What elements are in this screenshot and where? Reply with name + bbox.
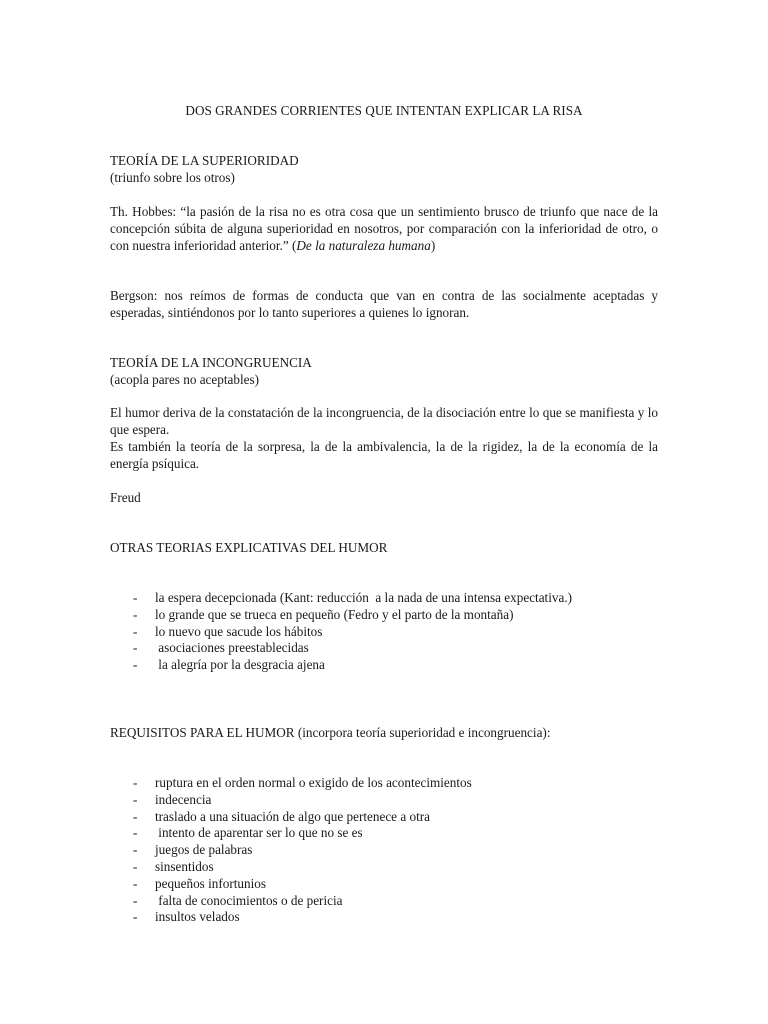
dash-bullet: - bbox=[133, 606, 138, 622]
list-item bbox=[110, 809, 658, 826]
list-item bbox=[110, 775, 658, 792]
list-item-text: lo nuevo que sacude los hábitos bbox=[155, 623, 323, 639]
list-item-text: lo grande que se trueca en pequeño (Fedro y el parto de la montaña) bbox=[155, 606, 514, 622]
hobbes-source: De la naturaleza humana bbox=[296, 237, 431, 253]
list-item-text: insultos velados bbox=[155, 909, 240, 925]
dash-bullet: - bbox=[133, 808, 138, 824]
list-item-text: juegos de palabras bbox=[155, 842, 253, 858]
superioridad-heading: TEORÍA DE LA SUPERIORIDAD bbox=[110, 153, 299, 168]
list-item bbox=[110, 640, 658, 657]
dash-bullet: - bbox=[133, 909, 138, 925]
list-item-text: la alegría por la desgracia ajena bbox=[155, 657, 325, 673]
list-item-text: la espera decepcionada (Kant: reducción a la nada de una intensa expectativa.) bbox=[155, 590, 573, 605]
dash-bullet: - bbox=[133, 623, 138, 639]
list-item bbox=[110, 624, 658, 641]
list-item bbox=[110, 590, 658, 607]
list-item-text: sinsentidos bbox=[155, 858, 214, 874]
incongruencia-subheading: (acopla pares no aceptables) bbox=[110, 372, 260, 387]
hobbes-quote: Th. Hobbes: “la pasión de la risa no es otra cosa que un sentimiento brusco de triunfo que nace de la concepción súbita de alguna superioridad en nosotros, por comparación con la inferioridad de otro, o con nuestra inferioridad anterior.” ( bbox=[110, 204, 658, 253]
requisitos-heading: REQUISITOS PARA EL HUMOR (incorpora teoría superioridad e incongruencia): bbox=[110, 725, 551, 740]
hobbes-close: ) bbox=[430, 237, 436, 253]
dash-bullet: - bbox=[133, 657, 138, 673]
list-item bbox=[110, 876, 658, 893]
superioridad-subheading: (triunfo sobre los otros) bbox=[110, 170, 235, 185]
list-item bbox=[110, 859, 658, 876]
list-item bbox=[110, 657, 658, 674]
list-item bbox=[110, 909, 658, 926]
list-item bbox=[110, 792, 658, 809]
otras-list bbox=[110, 590, 658, 674]
dash-bullet: - bbox=[133, 842, 138, 858]
bergson-paragraph: Bergson: nos reímos de formas de conducta que van en contra de las socialmente aceptadas y esperadas, sintiéndonos por lo tanto superiores a quienes lo ignoran. bbox=[110, 288, 658, 320]
dash-bullet: - bbox=[133, 858, 138, 874]
list-item bbox=[110, 842, 658, 859]
requisitos-list bbox=[110, 775, 658, 926]
dash-bullet: - bbox=[133, 640, 138, 656]
dash-bullet: - bbox=[133, 825, 138, 841]
hobbes-paragraph bbox=[110, 204, 658, 254]
dash-bullet: - bbox=[133, 892, 138, 908]
dash-bullet: - bbox=[133, 590, 138, 605]
list-item-text: pequeños infortunios bbox=[155, 875, 266, 891]
dash-bullet: - bbox=[133, 875, 138, 891]
list-item-text: ruptura en el orden normal o exigido de los acontecimientos bbox=[155, 775, 472, 790]
list-item bbox=[110, 893, 658, 910]
freud-line: Freud bbox=[110, 490, 141, 505]
document-title: DOS GRANDES CORRIENTES QUE INTENTAN EXPLICAR LA RISA bbox=[185, 103, 583, 118]
list-item bbox=[110, 607, 658, 624]
incongruencia-heading: TEORÍA DE LA INCONGRUENCIA bbox=[110, 355, 312, 370]
list-item bbox=[110, 825, 658, 842]
incongruencia-paragraph-1: El humor deriva de la constatación de la incongruencia, de la disociación entre lo que se manifiesta y lo que espera. bbox=[110, 405, 658, 437]
dash-bullet: - bbox=[133, 775, 138, 790]
otras-heading: OTRAS TEORIAS EXPLICATIVAS DEL HUMOR bbox=[110, 540, 388, 555]
document-page bbox=[110, 0, 658, 1024]
list-item-text: indecencia bbox=[155, 791, 212, 807]
list-item-text: intento de aparentar ser lo que no se es bbox=[155, 825, 363, 841]
incongruencia-paragraph-2: Es también la teoría de la sorpresa, la de la ambivalencia, la de la rigidez, la de la economía de la energía psíquica. bbox=[110, 439, 658, 471]
list-item-text: falta de conocimientos o de pericia bbox=[155, 892, 343, 908]
list-item-text: traslado a una situación de algo que pertenece a otra bbox=[155, 808, 430, 824]
list-item-text: asociaciones preestablecidas bbox=[155, 640, 309, 656]
dash-bullet: - bbox=[133, 791, 138, 807]
